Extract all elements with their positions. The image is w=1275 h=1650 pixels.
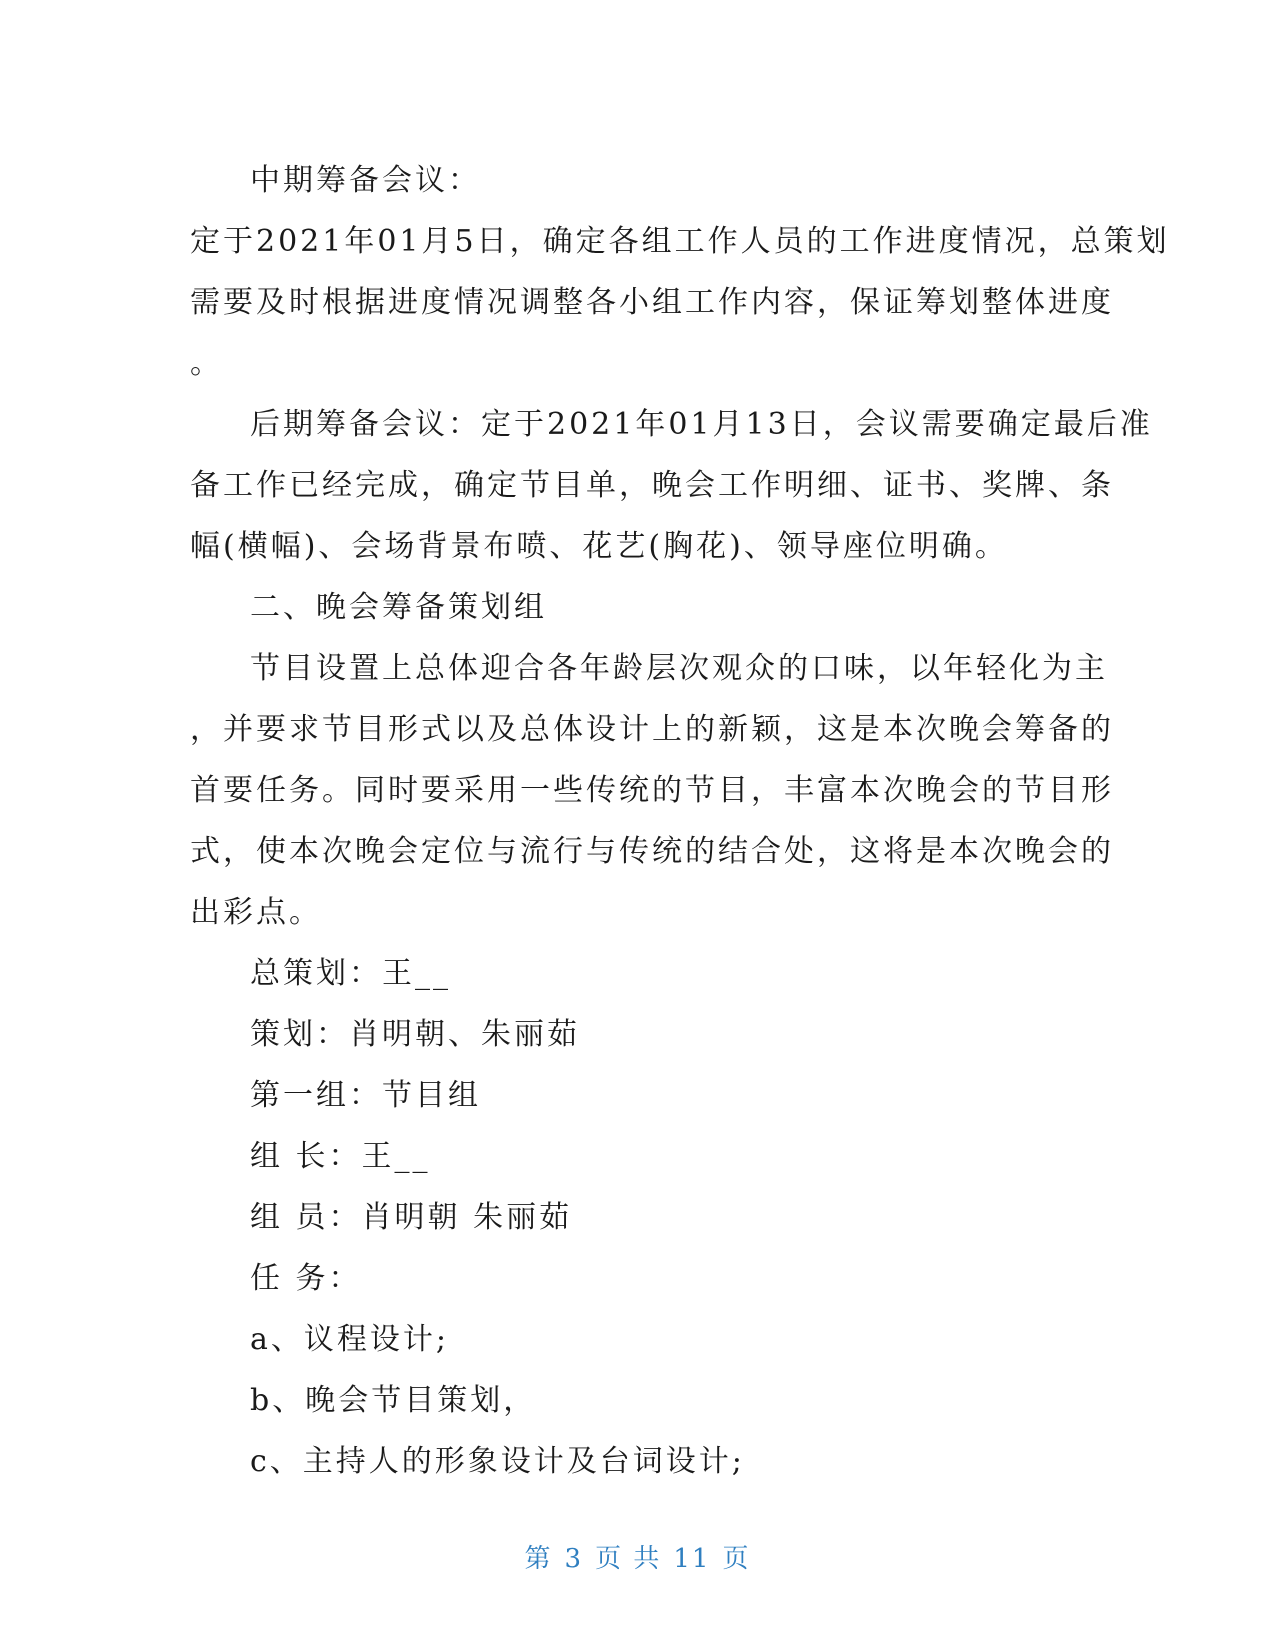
text-line: 总策划：王__ [250,956,451,991]
text-line: 需要及时根据进度情况调整各小组工作内容，保证筹划整体进度 [190,285,1114,320]
text-line: 式，使本次晚会定位与流行与传统的结合处，这将是本次晚会的 [190,834,1114,869]
footer-middle: 页 共 [595,1544,662,1574]
text-line: 后期筹备会议：定于2021年01月13日，会议需要确定最后准 [250,407,1153,442]
page-footer [0,1538,1275,1575]
text-line: 幅(横幅)、会场背景布喷、花艺(胸花)、领导座位明确。 [190,529,1008,564]
text-line: 首要任务。同时要采用一些传统的节目，丰富本次晚会的节目形 [190,773,1114,808]
text-line: 定于2021年01月5日，确定各组工作人员的工作进度情况，总策划 [190,224,1170,259]
list-item: c、主持人的形象设计及台词设计; [250,1444,745,1479]
footer-prefix: 第 [524,1544,553,1574]
text-line: 第一组：节目组 [250,1078,481,1113]
list-item: a、议程设计; [250,1322,449,1357]
text-line: 。 [190,346,223,381]
total-pages-number: 11 [673,1544,711,1574]
text-line: ，并要求节目形式以及总体设计上的新颖，这是本次晚会筹备的 [190,712,1114,747]
text-line: 出彩点。 [190,895,322,930]
text-line: 备工作已经完成，确定节目单，晚会工作明细、证书、奖牌、条 [190,468,1114,503]
text-line: 任 务： [250,1261,362,1296]
text-line: 节目设置上总体迎合各年龄层次观众的口味，以年轻化为主 [250,651,1108,686]
footer-suffix: 页 [722,1544,751,1574]
document-body [190,150,1170,1492]
list-item: b、晚会节目策划， [250,1383,537,1418]
text-line: 组 长：王__ [250,1139,431,1174]
current-page-number: 3 [564,1544,584,1574]
text-line: 组 员：肖明朝 朱丽茹 [250,1200,573,1235]
section-heading: 二、晚会筹备策划组 [250,590,547,625]
text-line: 策划：肖明朝、朱丽茹 [250,1017,580,1052]
text-line: 中期筹备会议： [250,163,481,198]
